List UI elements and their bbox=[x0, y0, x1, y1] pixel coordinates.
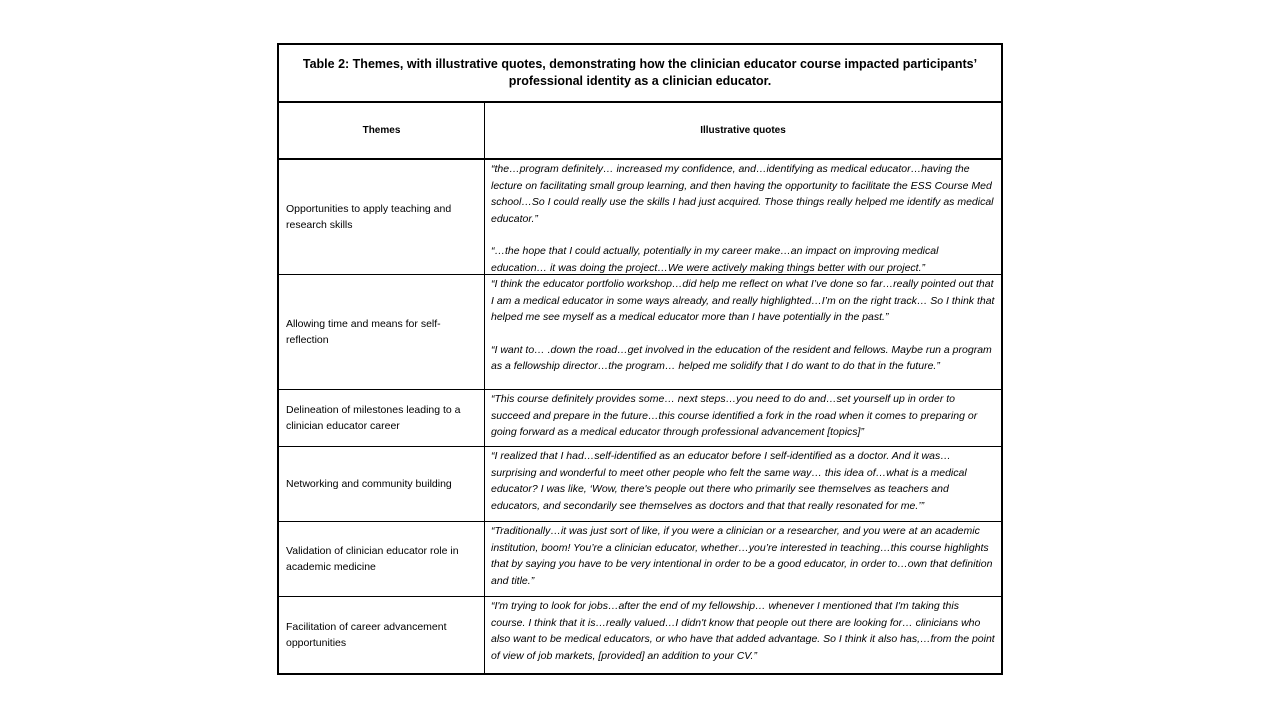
table-row bbox=[279, 160, 1001, 275]
table-row bbox=[279, 275, 1001, 390]
header-themes: Themes bbox=[279, 103, 485, 158]
theme-cell: Delineation of milestones leading to a clinician educator career bbox=[279, 390, 485, 446]
theme-cell: Networking and community building bbox=[279, 447, 485, 521]
table-row bbox=[279, 447, 1001, 522]
quote: “…the hope that I could actually, potentially in my career make…an impact on improving medical education… it was doing the project…We were actively making things better with our project.” bbox=[491, 245, 939, 274]
quotes-cell bbox=[485, 160, 1001, 274]
quote: “This course definitely provides some… next steps…you need to do and…set yourself up in order to succeed and prepare in the future…this course identified a fork in the road when it comes to preparing or going forward as a medical educator through professional advancement [topics]” bbox=[491, 393, 978, 438]
table-row bbox=[279, 390, 1001, 447]
quote: “the…program definitely… increased my confidence, and…identifying as medical educator…having the lecture on facilitating small group learning, and then having the opportunity to facilitate the ESS Course Med school…So I could really use the skills I had just acquired. Those things really helped me identify as medical educator.” bbox=[491, 163, 994, 225]
quote: “I think the educator portfolio workshop…did help me reflect on what I’ve done so far…really pointed out that I am a medical educator in some ways already, and really highlighted…I’m on the right track… So I think that helped me see myself as a medical educator more than I have potentially in the past.” bbox=[491, 278, 995, 323]
quotes-cell bbox=[485, 522, 1001, 596]
themes-table bbox=[277, 43, 1003, 675]
quotes-cell bbox=[485, 597, 1001, 673]
table-row bbox=[279, 597, 1001, 673]
quotes-cell bbox=[485, 390, 1001, 446]
quote: “I'm trying to look for jobs…after the end of my fellowship… whenever I mentioned that I'm taking this course. I think that it is…really valued…I didn't know that people out there are looking for… clinicians who also want to be medical educators, or who have that added advantage. So I think it also has,…from the point of view of job markets, [provided] an addition to your CV.” bbox=[491, 600, 995, 662]
quote: “I realized that I had…self-identified as an educator before I self-identified as a doctor. And it was…surprising and wonderful to meet other people who felt the same way… this idea of…what is a medical educator? I was like, ‘Wow, there's people out there who primarily see themselves as teachers and educators, and secondarily see themselves as doctors and that that really resonated for me.’” bbox=[491, 450, 967, 512]
quotes-cell bbox=[485, 447, 1001, 521]
theme-cell: Validation of clinician educator role in academic medicine bbox=[279, 522, 485, 596]
table-header-row bbox=[279, 103, 1001, 160]
quotes-cell bbox=[485, 275, 1001, 389]
quote: “Traditionally…it was just sort of like, if you were a clinician or a researcher, and you were at an academic institution, boom! You’re a clinician educator, whether…you’re interested in teaching…this course highlights that by saying you have to be very intentional in order to be a good educator, in order to…own that definition and title.” bbox=[491, 525, 993, 587]
theme-cell: Opportunities to apply teaching and research skills bbox=[279, 160, 485, 274]
table-row bbox=[279, 522, 1001, 597]
quote: “I want to… .down the road…get involved in the education of the resident and fellows. Maybe run a program as a fellowship director…the program… helped me solidify that I do want to do that in the future.” bbox=[491, 343, 992, 372]
table-title: Table 2: Themes, with illustrative quotes, demonstrating how the clinician educator course impacted participants’ professional identity as a clinician educator. bbox=[279, 45, 1001, 103]
theme-cell: Facilitation of career advancement opportunities bbox=[279, 597, 485, 673]
theme-cell: Allowing time and means for self-reflection bbox=[279, 275, 485, 389]
header-illustrative-quotes: Illustrative quotes bbox=[700, 125, 786, 136]
